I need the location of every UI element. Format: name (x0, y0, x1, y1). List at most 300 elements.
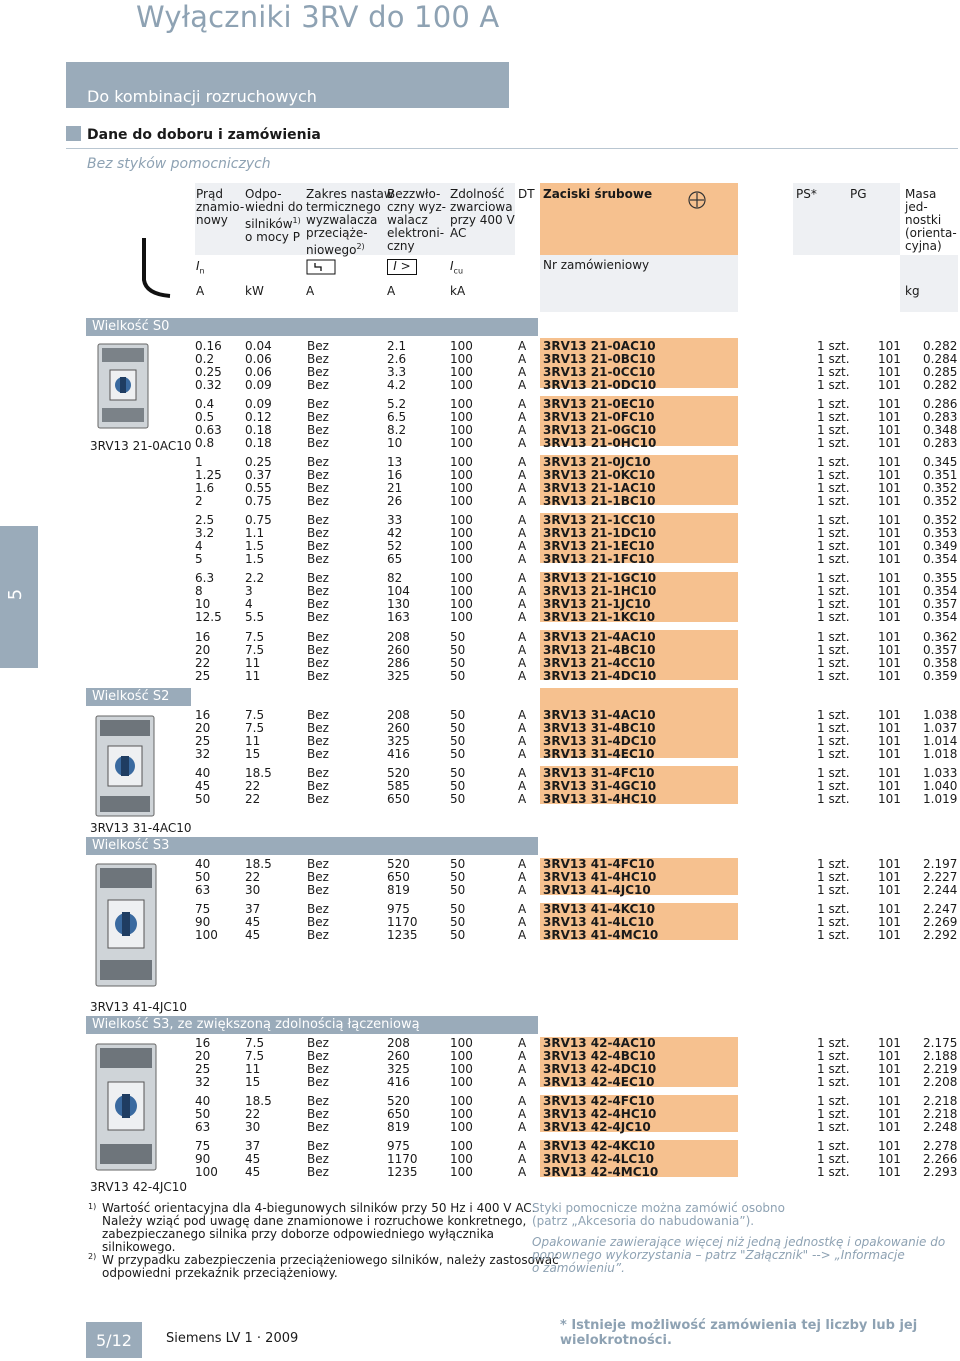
cell-instant-trip: 130 (387, 597, 410, 611)
aux-contacts-note (532, 1202, 785, 1228)
unit-power: kW (245, 284, 264, 298)
cell-dt: A (518, 526, 527, 540)
cell-weight: 2.188 (923, 1049, 958, 1063)
cell-package-size: 1 szt. (817, 552, 850, 566)
cell-price-group: 101 (878, 792, 901, 806)
cell-breaking-capacity: 100 (450, 584, 473, 598)
header-line: przy 400 V (450, 213, 515, 227)
note-line: Opakowanie zawierające więcej niż jedną jednostkę i opakowanie do (532, 1235, 946, 1249)
cell-weight: 0.359 (923, 669, 958, 683)
cell-dt: A (518, 766, 527, 780)
cell-order-number: 3RV13 42-4HC10 (543, 1107, 657, 1121)
cell-power: 37 (245, 1139, 261, 1153)
cell-thermal-range: Bez (307, 870, 329, 884)
footnote-line: odpowiedni przekaźnik przeciążeniowy. (102, 1266, 338, 1280)
cell-instant-trip: 1170 (387, 1152, 418, 1166)
header-line: przeciąże- (306, 226, 368, 240)
header-line: Prąd (196, 187, 223, 201)
cell-current: 8 (195, 584, 203, 598)
cell-instant-trip: 1235 (387, 928, 418, 942)
cell-order-number: 3RV13 21-1HC10 (543, 584, 657, 598)
cell-instant-trip: 650 (387, 1107, 410, 1121)
table-row (195, 793, 958, 806)
cell-dt: A (518, 883, 527, 897)
cell-power: 18.5 (245, 766, 272, 780)
cell-thermal-range: Bez (307, 339, 329, 353)
breaker-s0-image (92, 340, 154, 432)
cell-dt: A (518, 584, 527, 598)
header-instant-trip (387, 188, 446, 253)
unit-range: A (306, 284, 315, 298)
cell-power: 1.5 (245, 552, 265, 566)
cell-package-size: 1 szt. (817, 378, 850, 392)
cell-price-group: 101 (878, 708, 901, 722)
cell-breaking-capacity: 50 (450, 928, 466, 942)
cell-price-group: 101 (878, 1139, 901, 1153)
cell-thermal-range: Bez (307, 747, 329, 761)
cell-power: 3 (245, 584, 253, 598)
page-number: 5/12 (96, 1331, 132, 1350)
cell-instant-trip: 3.3 (387, 365, 407, 379)
cell-price-group: 101 (878, 1075, 901, 1089)
cell-package-size: 1 szt. (817, 539, 850, 553)
cell-instant-trip: 208 (387, 1036, 410, 1050)
cell-instant-trip: 208 (387, 708, 410, 722)
header-line: nowy (196, 213, 228, 227)
cell-price-group: 101 (878, 339, 901, 353)
cell-thermal-range: Bez (307, 494, 329, 508)
section-heading (66, 126, 958, 149)
cell-thermal-range: Bez (307, 656, 329, 670)
header-line: Bezzwło- (387, 187, 441, 201)
cell-breaking-capacity: 100 (450, 1139, 473, 1153)
cell-dt: A (518, 1120, 527, 1134)
cell-power: 4 (245, 597, 253, 611)
cell-power: 7.5 (245, 1036, 265, 1050)
cell-breaking-capacity: 50 (450, 734, 466, 748)
cell-power: 0.18 (245, 436, 272, 450)
cell-price-group: 101 (878, 436, 901, 450)
header-dt: DT (518, 187, 535, 201)
group-band-s2 (86, 688, 191, 706)
section-heading-label: Dane do doboru i zamówienia (87, 127, 321, 143)
cell-price-group: 101 (878, 610, 901, 624)
cell-package-size: 1 szt. (817, 494, 850, 508)
cell-weight: 1.019 (923, 792, 958, 806)
cell-price-group: 101 (878, 857, 901, 871)
cell-package-size: 1 szt. (817, 708, 850, 722)
cell-instant-trip: 325 (387, 669, 410, 683)
cell-instant-trip: 650 (387, 870, 410, 884)
cell-order-number: 3RV13 41-4KC10 (543, 902, 656, 916)
cell-weight: 2.266 (923, 1152, 958, 1166)
cell-order-number: 3RV13 42-4LC10 (543, 1152, 654, 1166)
header-line: Odpo- (245, 187, 282, 201)
group-band-s0 (86, 318, 538, 336)
cell-power: 7.5 (245, 721, 265, 735)
cell-power: 0.09 (245, 378, 272, 392)
cell-weight: 2.248 (923, 1120, 958, 1134)
cell-weight: 2.278 (923, 1139, 958, 1153)
image-label-s3: 3RV13 41-4JC10 (90, 1000, 188, 1014)
chapter-tab-label: 5 (5, 588, 27, 601)
cell-current: 16 (195, 708, 211, 722)
cell-weight: 1.014 (923, 734, 958, 748)
cell-power: 11 (245, 656, 261, 670)
cell-package-size: 1 szt. (817, 597, 850, 611)
header-current (196, 188, 244, 227)
cell-thermal-range: Bez (307, 584, 329, 598)
cell-weight: 0.348 (923, 423, 958, 437)
breaker-s2-image (90, 712, 160, 820)
cell-price-group: 101 (878, 656, 901, 670)
cell-order-number: 3RV13 41-4JC10 (543, 883, 651, 897)
cell-instant-trip: 2.1 (387, 339, 407, 353)
cell-order-number: 3RV13 21-0HC10 (543, 436, 657, 450)
group-title: Wielkość S3, ze zwiększoną zdolnością łączeniową (92, 1017, 420, 1032)
cell-weight: 2.247 (923, 902, 958, 916)
table-row (195, 748, 958, 761)
cell-current: 0.63 (195, 423, 222, 437)
cell-price-group: 101 (878, 455, 901, 469)
cell-dt: A (518, 397, 527, 411)
cell-order-number: 3RV13 21-0AC10 (543, 339, 656, 353)
cell-power: 0.09 (245, 397, 272, 411)
cell-breaking-capacity: 100 (450, 1120, 473, 1134)
header-pg: PG (850, 187, 867, 201)
cell-weight: 1.038 (923, 708, 958, 722)
note-line: (patrz „Akcesoria do nabudowania”). (532, 1214, 755, 1228)
cell-weight: 1.040 (923, 779, 958, 793)
cell-current: 1.25 (195, 468, 222, 482)
cell-thermal-range: Bez (307, 902, 329, 916)
header-motor-power (245, 188, 303, 244)
cell-power: 0.04 (245, 339, 272, 353)
cell-current: 10 (195, 597, 211, 611)
cell-price-group: 101 (878, 1036, 901, 1050)
cell-order-number: 3RV13 21-1KC10 (543, 610, 656, 624)
cell-price-group: 101 (878, 928, 901, 942)
cell-package-size: 1 szt. (817, 468, 850, 482)
cell-package-size: 1 szt. (817, 513, 850, 527)
cell-thermal-range: Bez (307, 552, 329, 566)
cell-price-group: 101 (878, 766, 901, 780)
footnote-line: Wartość orientacyjna dla 4-biegunowych silników przy 50 Hz i 400 V AC. (102, 1201, 536, 1215)
cell-current: 25 (195, 1062, 211, 1076)
cell-dt: A (518, 378, 527, 392)
cell-package-size: 1 szt. (817, 1075, 850, 1089)
cell-current: 75 (195, 902, 211, 916)
cell-order-number: 3RV13 42-4BC10 (543, 1049, 656, 1063)
cell-breaking-capacity: 50 (450, 643, 466, 657)
cell-thermal-range: Bez (307, 436, 329, 450)
header-screw-terminals: Zaciski śrubowe (543, 187, 653, 201)
header-line: zwarciowa (450, 200, 513, 214)
cell-instant-trip: 260 (387, 721, 410, 735)
cell-order-number: 3RV13 21-4BC10 (543, 643, 656, 657)
cell-instant-trip: 163 (387, 610, 410, 624)
cell-order-number: 3RV13 42-4DC10 (543, 1062, 657, 1076)
cell-order-number: 3RV13 31-4HC10 (543, 792, 657, 806)
header-line: wyzwalacza (306, 213, 378, 227)
cell-dt: A (518, 552, 527, 566)
cell-price-group: 101 (878, 423, 901, 437)
cell-price-group: 101 (878, 1120, 901, 1134)
cell-breaking-capacity: 50 (450, 656, 466, 670)
cell-current: 0.16 (195, 339, 222, 353)
cell-thermal-range: Bez (307, 1107, 329, 1121)
publication-label: Siemens LV 1 · 2009 (166, 1331, 299, 1346)
cell-order-number: 3RV13 21-1BC10 (543, 494, 656, 508)
cell-package-size: 1 szt. (817, 610, 850, 624)
cell-package-size: 1 szt. (817, 792, 850, 806)
cell-instant-trip: 260 (387, 1049, 410, 1063)
cell-breaking-capacity: 100 (450, 571, 473, 585)
cell-thermal-range: Bez (307, 1120, 329, 1134)
cell-instant-trip: 520 (387, 1094, 410, 1108)
cell-price-group: 101 (878, 365, 901, 379)
symbol-in (196, 260, 205, 277)
cell-weight: 0.283 (923, 410, 958, 424)
screw-terminal-icon (688, 191, 706, 209)
cell-price-group: 101 (878, 481, 901, 495)
cell-weight: 0.349 (923, 539, 958, 553)
cell-breaking-capacity: 100 (450, 1075, 473, 1089)
cell-breaking-capacity: 100 (450, 410, 473, 424)
cell-package-size: 1 szt. (817, 1062, 850, 1076)
order-col-bg (540, 688, 738, 708)
cell-breaking-capacity: 100 (450, 1036, 473, 1050)
cell-breaking-capacity: 100 (450, 423, 473, 437)
cell-current: 90 (195, 1152, 211, 1166)
cell-current: 20 (195, 643, 211, 657)
cell-price-group: 101 (878, 526, 901, 540)
cell-weight: 0.352 (923, 513, 958, 527)
cell-price-group: 101 (878, 552, 901, 566)
note-line: ponownego wykorzystania – patrz "Załącznik" --> „Informacje (532, 1248, 905, 1262)
cell-breaking-capacity: 100 (450, 1165, 473, 1179)
cell-current: 40 (195, 766, 211, 780)
cell-breaking-capacity: 100 (450, 378, 473, 392)
cell-weight: 2.197 (923, 857, 958, 871)
cell-current: 16 (195, 630, 211, 644)
cell-thermal-range: Bez (307, 630, 329, 644)
header-line: termicznego (306, 200, 381, 214)
cell-weight: 2.208 (923, 1075, 958, 1089)
cell-breaking-capacity: 100 (450, 481, 473, 495)
cell-price-group: 101 (878, 571, 901, 585)
cell-order-number: 3RV13 31-4EC10 (543, 747, 655, 761)
cell-package-size: 1 szt. (817, 870, 850, 884)
cell-current: 75 (195, 1139, 211, 1153)
unit-current: A (196, 284, 205, 298)
cell-package-size: 1 szt. (817, 481, 850, 495)
cell-current: 0.4 (195, 397, 215, 411)
cell-order-number: 3RV13 42-4JC10 (543, 1120, 651, 1134)
cell-power: 18.5 (245, 1094, 272, 1108)
cell-dt: A (518, 630, 527, 644)
cell-current: 32 (195, 747, 211, 761)
section-marker (66, 126, 81, 141)
cell-current: 6.3 (195, 571, 215, 585)
trip-curve-icon (140, 236, 172, 302)
cell-price-group: 101 (878, 597, 901, 611)
cell-order-number: 3RV13 41-4LC10 (543, 915, 654, 929)
header-line: silników (245, 217, 293, 231)
cell-thermal-range: Bez (307, 352, 329, 366)
header-line: czny wyz- (387, 200, 446, 214)
cell-current: 63 (195, 883, 211, 897)
cell-thermal-range: Bez (307, 779, 329, 793)
cell-price-group: 101 (878, 513, 901, 527)
cell-weight: 0.355 (923, 571, 958, 585)
footnote-line: silnikowego. (102, 1240, 176, 1254)
cell-dt: A (518, 669, 527, 683)
cell-current: 0.32 (195, 378, 222, 392)
cell-thermal-range: Bez (307, 410, 329, 424)
cell-current: 50 (195, 792, 211, 806)
cell-dt: A (518, 928, 527, 942)
footnote-1-mark: 1) (88, 1202, 97, 1211)
cell-current: 22 (195, 656, 211, 670)
cell-thermal-range: Bez (307, 539, 329, 553)
cell-order-number: 3RV13 21-1CC10 (543, 513, 656, 527)
cell-order-number: 3RV13 31-4BC10 (543, 721, 656, 735)
header-weight (905, 188, 957, 253)
cell-order-number: 3RV13 21-0FC10 (543, 410, 655, 424)
cell-current: 20 (195, 721, 211, 735)
cell-power: 0.37 (245, 468, 272, 482)
cell-power: 0.12 (245, 410, 272, 424)
group-band-s3 (86, 837, 538, 855)
footnote-ref: 1) (292, 216, 301, 225)
cell-breaking-capacity: 100 (450, 397, 473, 411)
cell-breaking-capacity: 100 (450, 365, 473, 379)
cell-dt: A (518, 1062, 527, 1076)
cell-weight: 0.285 (923, 365, 958, 379)
cell-weight: 2.218 (923, 1107, 958, 1121)
header-line: nostki (905, 213, 942, 227)
header-line: o mocy P (245, 230, 300, 244)
cell-instant-trip: 104 (387, 584, 410, 598)
cell-dt: A (518, 1152, 527, 1166)
cell-price-group: 101 (878, 630, 901, 644)
cell-power: 11 (245, 669, 261, 683)
cell-package-size: 1 szt. (817, 669, 850, 683)
cell-weight: 0.352 (923, 494, 958, 508)
cell-price-group: 101 (878, 669, 901, 683)
cell-weight: 0.352 (923, 481, 958, 495)
cell-breaking-capacity: 50 (450, 902, 466, 916)
cell-price-group: 101 (878, 378, 901, 392)
footnote-line: Należy wziąć pod uwagę dane znamionowe i rozruchowe konkretnego, (102, 1214, 527, 1228)
cell-order-number: 3RV13 21-1EC10 (543, 539, 655, 553)
cell-instant-trip: 975 (387, 902, 410, 916)
cell-current: 2 (195, 494, 203, 508)
cell-weight: 2.292 (923, 928, 958, 942)
cell-package-size: 1 szt. (817, 526, 850, 540)
cell-thermal-range: Bez (307, 365, 329, 379)
cell-instant-trip: 819 (387, 1120, 410, 1134)
cell-thermal-range: Bez (307, 643, 329, 657)
cell-current: 12.5 (195, 610, 222, 624)
cell-breaking-capacity: 100 (450, 468, 473, 482)
cell-thermal-range: Bez (307, 915, 329, 929)
cell-current: 4 (195, 539, 203, 553)
cell-power: 0.75 (245, 494, 272, 508)
cell-package-size: 1 szt. (817, 721, 850, 735)
cell-order-number: 3RV13 31-4AC10 (543, 708, 656, 722)
cell-dt: A (518, 857, 527, 871)
table-row (195, 379, 958, 392)
cell-breaking-capacity: 50 (450, 779, 466, 793)
cell-power: 7.5 (245, 1049, 265, 1063)
cell-thermal-range: Bez (307, 397, 329, 411)
cell-breaking-capacity: 100 (450, 436, 473, 450)
cell-current: 40 (195, 857, 211, 871)
table-row (195, 495, 958, 508)
cell-weight: 2.175 (923, 1036, 958, 1050)
cell-package-size: 1 szt. (817, 857, 850, 871)
cell-dt: A (518, 481, 527, 495)
cell-breaking-capacity: 50 (450, 857, 466, 871)
cell-price-group: 101 (878, 397, 901, 411)
cell-package-size: 1 szt. (817, 455, 850, 469)
header-ps: PS* (796, 187, 817, 201)
cell-price-group: 101 (878, 468, 901, 482)
cell-price-group: 101 (878, 870, 901, 884)
symbol-icu (450, 260, 463, 277)
cell-package-size: 1 szt. (817, 902, 850, 916)
cell-breaking-capacity: 100 (450, 494, 473, 508)
header-thermal-range (306, 188, 394, 257)
cell-package-size: 1 szt. (817, 630, 850, 644)
table-row (195, 1166, 958, 1179)
cell-breaking-capacity: 100 (450, 526, 473, 540)
cell-instant-trip: 416 (387, 747, 410, 761)
cell-thermal-range: Bez (307, 423, 329, 437)
cell-power: 22 (245, 870, 261, 884)
cell-package-size: 1 szt. (817, 423, 850, 437)
cell-price-group: 101 (878, 410, 901, 424)
cell-price-group: 101 (878, 883, 901, 897)
cell-current: 0.25 (195, 365, 222, 379)
cell-instant-trip: 13 (387, 455, 403, 469)
cell-thermal-range: Bez (307, 468, 329, 482)
cell-weight: 0.282 (923, 339, 958, 353)
footnote-2 (88, 1250, 96, 1267)
header-line: walacz (387, 213, 428, 227)
cell-order-number: 3RV13 42-4EC10 (543, 1075, 655, 1089)
cell-price-group: 101 (878, 1094, 901, 1108)
cell-power: 15 (245, 747, 261, 761)
page-title: Wyłączniki 3RV do 100 A (136, 0, 500, 34)
symbol-icu-sub: cu (453, 266, 464, 276)
chapter-tab (0, 526, 38, 668)
cell-thermal-range: Bez (307, 1036, 329, 1050)
cell-dt: A (518, 734, 527, 748)
cell-package-size: 1 szt. (817, 1120, 850, 1134)
note-line: Styki pomocnicze można zamówić osobno (532, 1201, 785, 1215)
cell-current: 32 (195, 1075, 211, 1089)
cell-power: 0.06 (245, 352, 272, 366)
cell-package-size: 1 szt. (817, 1049, 850, 1063)
cell-dt: A (518, 410, 527, 424)
cell-power: 0.25 (245, 455, 272, 469)
cell-order-number: 3RV13 31-4GC10 (543, 779, 657, 793)
footnote-line: zabezpieczanego silnika przy doborze odpowiedniego wyłącznika (102, 1227, 494, 1241)
order-number-label: Nr zamówieniowy (543, 258, 650, 272)
